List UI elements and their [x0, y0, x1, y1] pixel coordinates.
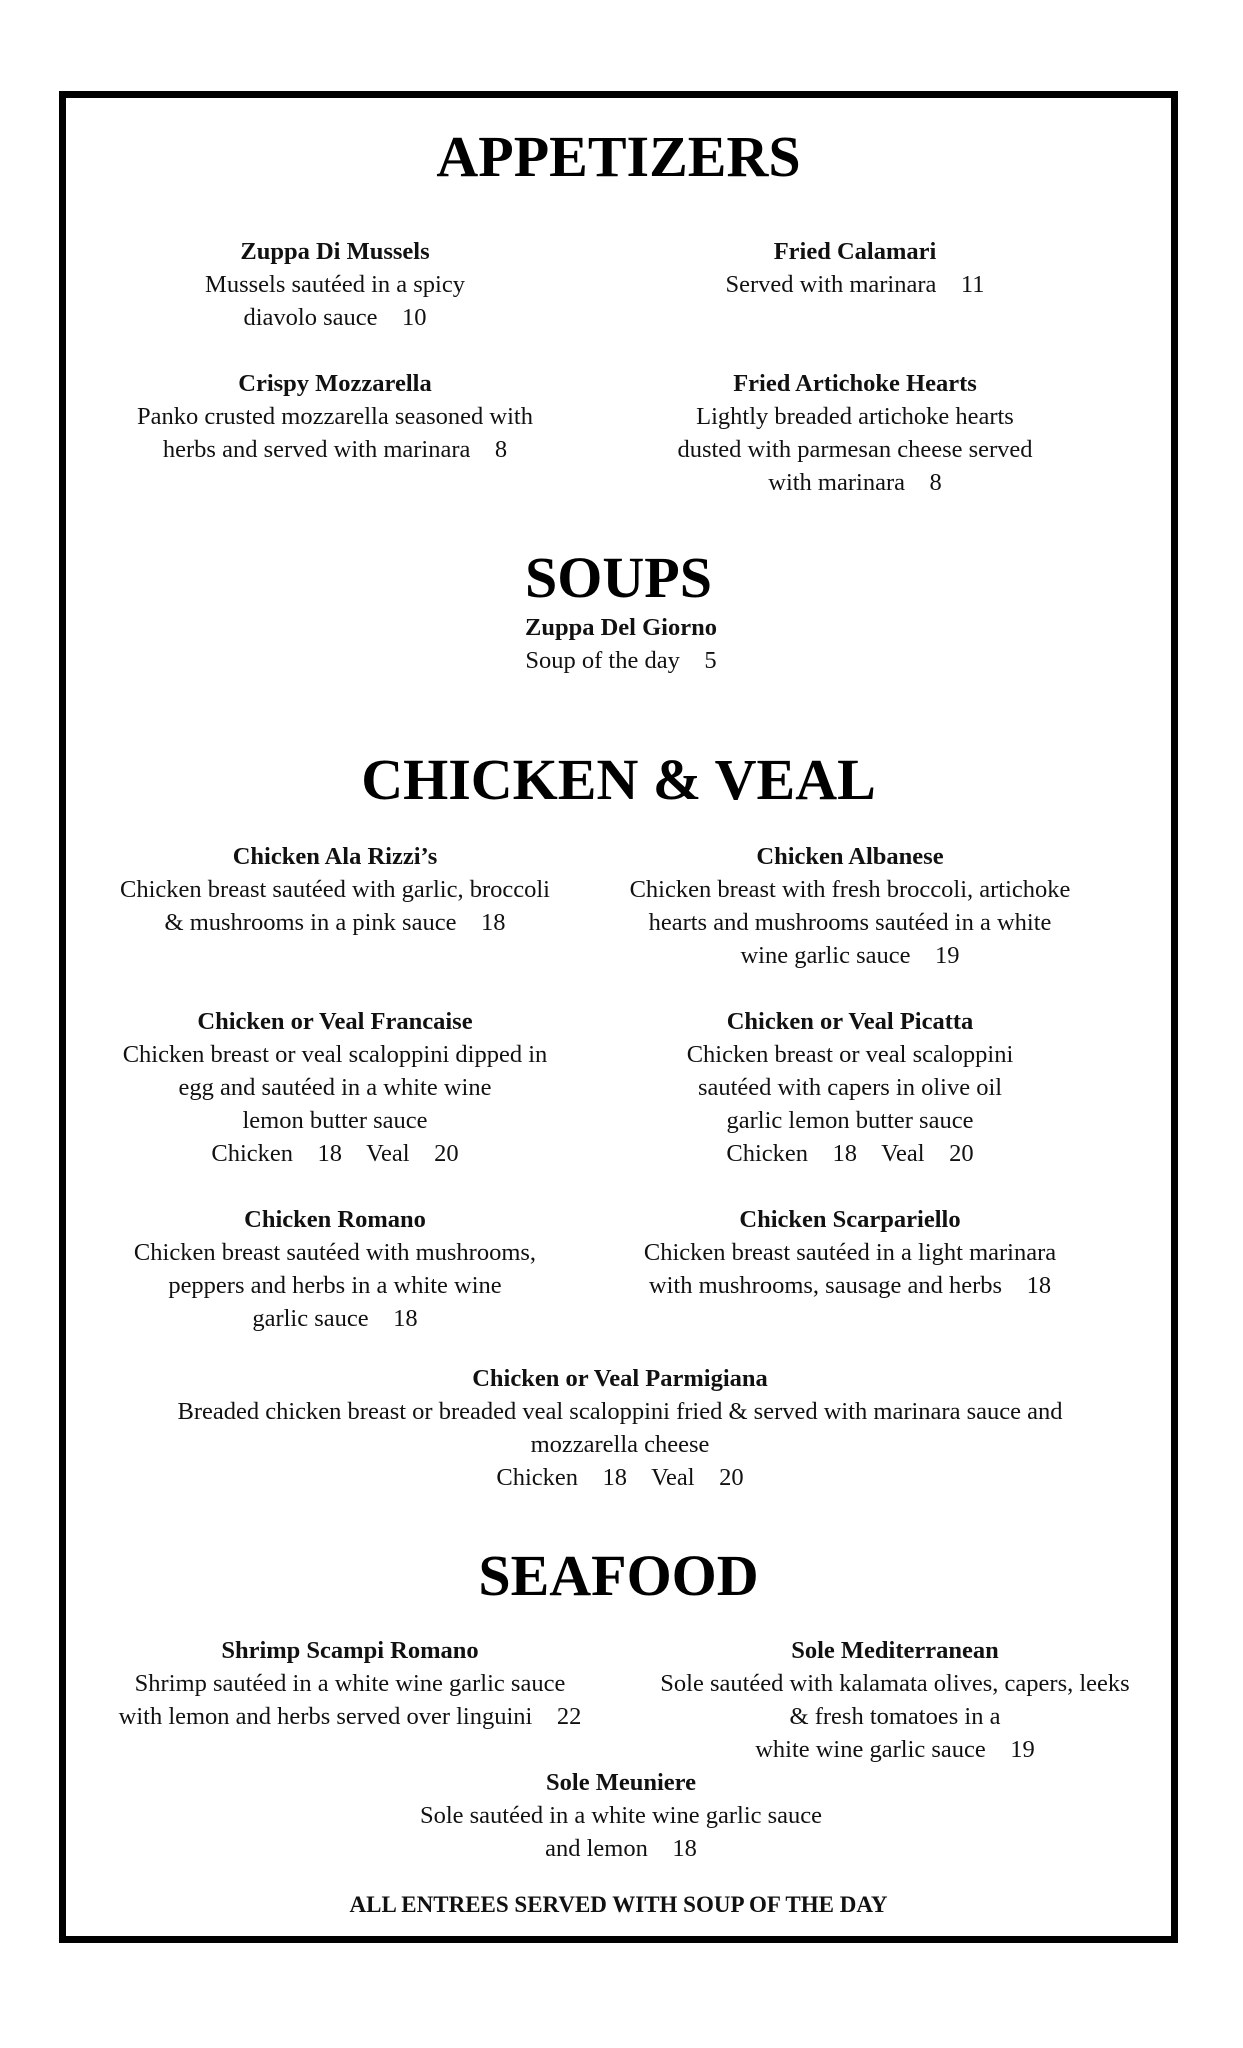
item-description-line: Chicken 18 Veal 20	[496, 1464, 744, 1491]
item-description-line: Lightly breaded artichoke hearts	[696, 403, 1014, 430]
item-description-line: white wine garlic sauce 19	[755, 1736, 1035, 1763]
section-title-seafood: SEAFOOD	[478, 1543, 759, 1608]
item-name: Sole Meuniere	[546, 1769, 696, 1796]
menu-item	[600, 840, 1100, 972]
item-name: Chicken Romano	[244, 1206, 426, 1233]
item-description-line: herbs and served with marinara 8	[162, 436, 508, 463]
menu-item	[100, 367, 570, 466]
item-name: Fried Artichoke Hearts	[733, 370, 977, 397]
item-description-line: diavolo sauce 10	[243, 304, 427, 331]
item-description-line: Chicken breast with fresh broccoli, artichoke	[629, 876, 1071, 903]
menu-item	[421, 611, 821, 677]
item-description-line: dusted with parmesan cheese served	[677, 436, 1033, 463]
item-description-line: Chicken 18 Veal 20	[211, 1140, 459, 1167]
item-description-line: Chicken breast sautéed in a light marinara	[643, 1239, 1057, 1266]
menu-item	[120, 235, 550, 334]
item-description-line: with marinara 8	[768, 469, 942, 496]
menu-item	[90, 1362, 1150, 1494]
item-description-line: sautéed with capers in olive oil	[697, 1074, 1003, 1101]
item-description-line: egg and sautéed in a white wine	[178, 1074, 492, 1101]
item-name: Chicken or Veal Parmigiana	[472, 1365, 768, 1392]
item-name: Zuppa Del Giorno	[525, 614, 717, 641]
item-description-line: Chicken breast sautéed with mushrooms,	[133, 1239, 537, 1266]
item-name: Chicken Ala Rizzi’s	[232, 843, 438, 870]
menu-item	[625, 1634, 1165, 1766]
item-description-line: Served with marinara 11	[725, 271, 985, 298]
item-description-line: lemon butter sauce	[242, 1107, 428, 1134]
menu-item	[600, 1005, 1100, 1170]
item-description-line: and lemon 18	[545, 1835, 697, 1862]
item-description-line: Chicken breast sautéed with garlic, broccoli	[120, 876, 550, 903]
item-description-line: Panko crusted mozzarella seasoned with	[137, 403, 533, 430]
item-name: Zuppa Di Mussels	[240, 238, 430, 265]
item-description-line: garlic sauce 18	[252, 1305, 418, 1332]
menu-item	[600, 1203, 1100, 1302]
section-title-chicken-veal: CHICKEN & VEAL	[361, 747, 876, 812]
item-description-line: Sole sautéed in a white wine garlic sauce	[419, 1802, 823, 1829]
item-name: Chicken Scarpariello	[739, 1206, 961, 1233]
item-name: Fried Calamari	[773, 238, 937, 265]
item-description-line: peppers and herbs in a white wine	[168, 1272, 502, 1299]
item-name: Crispy Mozzarella	[238, 370, 432, 397]
item-description-line: wine garlic sauce 19	[740, 942, 960, 969]
item-description-line: Chicken breast or veal scaloppini dipped in	[122, 1041, 548, 1068]
item-description-line: Chicken breast or veal scaloppini	[686, 1041, 1014, 1068]
menu-item	[371, 1766, 871, 1865]
item-name: Sole Mediterranean	[791, 1637, 999, 1664]
item-description-line: with mushrooms, sausage and herbs 18	[648, 1272, 1052, 1299]
section-title-soups: SOUPS	[525, 545, 712, 610]
item-description-line: & mushrooms in a pink sauce 18	[164, 909, 506, 936]
item-description-line: hearts and mushrooms sautéed in a white	[648, 909, 1052, 936]
item-description-line: Soup of the day 5	[525, 647, 717, 674]
item-description-line: Sole sautéed with kalamata olives, capers, leeks	[660, 1670, 1130, 1697]
menu-item	[85, 1634, 615, 1733]
item-name: Chicken or Veal Francaise	[197, 1008, 473, 1035]
item-name: Shrimp Scampi Romano	[221, 1637, 479, 1664]
item-description-line: mozzarella cheese	[530, 1431, 710, 1458]
item-description-line: Mussels sautéed in a spicy	[205, 271, 465, 298]
menu-item	[90, 1203, 580, 1335]
item-description-line: Chicken 18 Veal 20	[726, 1140, 974, 1167]
menu-item	[625, 367, 1085, 499]
section-title-appetizers: APPETIZERS	[436, 124, 801, 189]
menu-item	[90, 1005, 580, 1170]
item-description-line: garlic lemon butter sauce	[726, 1107, 974, 1134]
footer-note: ALL ENTREES SERVED WITH SOUP OF THE DAY	[349, 1892, 888, 1917]
item-name: Chicken Albanese	[756, 843, 944, 870]
item-description-line: Shrimp sautéed in a white wine garlic sauce	[134, 1670, 566, 1697]
menu-item	[90, 840, 580, 939]
menu-item	[640, 235, 1070, 301]
item-description-line: Breaded chicken breast or breaded veal scaloppini fried & served with marinara sauce and	[177, 1398, 1063, 1425]
item-description-line: with lemon and herbs served over linguini 22	[118, 1703, 582, 1730]
item-name: Chicken or Veal Picatta	[726, 1008, 974, 1035]
item-description-line: & fresh tomatoes in a	[789, 1703, 1001, 1730]
